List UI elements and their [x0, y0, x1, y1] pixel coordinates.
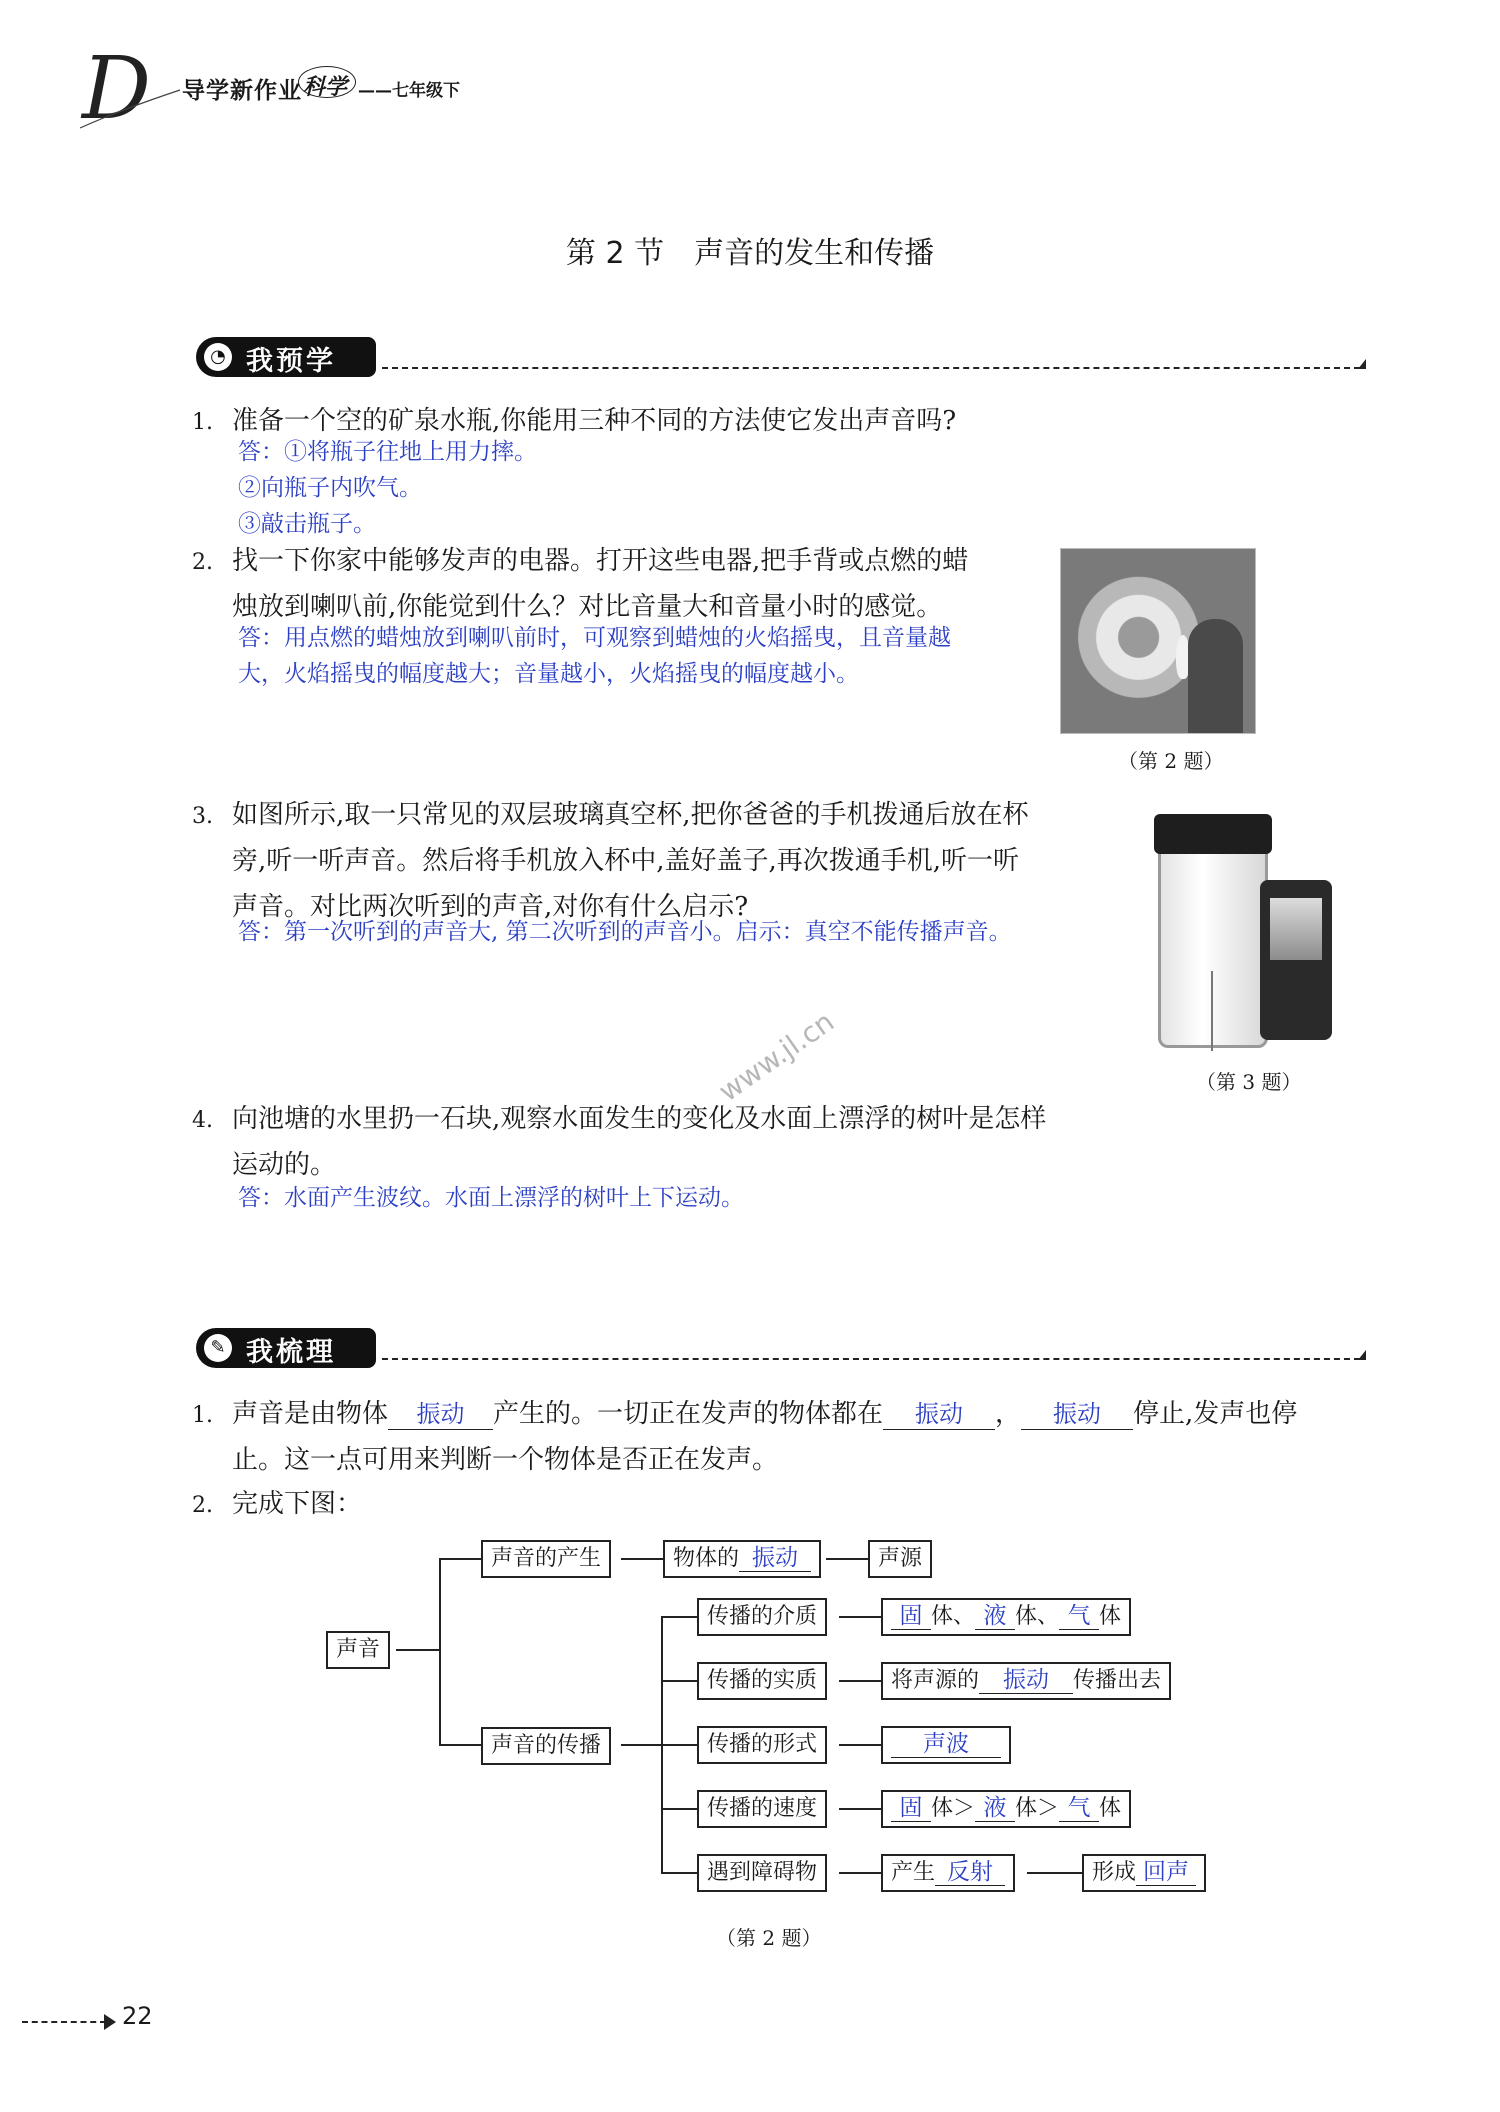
- series-logo: [80, 40, 190, 135]
- question-text: 向池塘的水里扔一石块,观察水面发生的变化及水面上漂浮的树叶是怎样: [232, 1104, 1047, 1134]
- node-text: 体＞: [1015, 1796, 1060, 1821]
- question-text: 停止,发声也停: [1133, 1399, 1298, 1429]
- grade-label: ——七年级下: [358, 81, 460, 101]
- review-icon: ✎: [204, 1334, 232, 1362]
- fill-blank: 固: [891, 1603, 931, 1630]
- series-title: 导学新作业: [182, 78, 302, 104]
- fill-blank: 气: [1059, 1795, 1099, 1822]
- node-text: 传播出去: [1073, 1668, 1162, 1693]
- node-text: 体: [1099, 1796, 1122, 1821]
- question-number: 1.: [192, 1403, 213, 1428]
- page-number: 22: [122, 2002, 153, 2030]
- hand-shape: [1188, 619, 1243, 734]
- question-text: 准备一个空的矿泉水瓶,你能用三种不同的方法使它发出声音吗?: [232, 406, 957, 436]
- node-form-fill: [881, 1726, 1011, 1764]
- node-text: 将声源的: [891, 1668, 980, 1693]
- node-production: 声音的产生: [481, 1540, 611, 1578]
- question-text: ，: [995, 1399, 1022, 1429]
- node-propagation: 声音的传播: [481, 1727, 611, 1765]
- node-text: 物体的: [673, 1546, 740, 1571]
- question-text: 声音。对比两次听到的声音,对你有什么启示?: [232, 892, 749, 922]
- section-title: 第 2 节 声音的发生和传播: [565, 236, 935, 271]
- preview-banner: [196, 337, 1366, 377]
- node-speed: 传播的速度: [697, 1790, 827, 1828]
- node-medium-fill: [881, 1598, 1131, 1636]
- fill-blank: 振动: [739, 1545, 811, 1572]
- question-text: 完成下图：: [232, 1489, 363, 1519]
- question-text: 产生的。一切正在发声的物体都在: [493, 1399, 884, 1429]
- node-text: 体、: [931, 1604, 976, 1629]
- cup-lid-shape: [1154, 814, 1272, 854]
- fill-blank: 气: [1059, 1603, 1099, 1630]
- node-form: 传播的形式: [697, 1726, 827, 1764]
- answer-line: ②向瓶子内吹气。: [238, 475, 422, 501]
- watermark: www.jl.cn: [712, 1004, 841, 1109]
- answer-line: 答：用点燃的蜡烛放到喇叭前时，可观察到蜡烛的火焰摇曳，且音量越: [238, 625, 951, 651]
- node-text: 体: [1099, 1604, 1122, 1629]
- question-text: 声音是由物体: [232, 1399, 389, 1429]
- fill-blank: 振动: [979, 1667, 1073, 1694]
- node-text: 体＞: [931, 1796, 976, 1821]
- figure-caption: （第 2 题）: [716, 1926, 822, 1950]
- node-source: 声源: [868, 1540, 932, 1578]
- vacuum-cup-shape: [1158, 848, 1268, 1048]
- fill-blank: 固: [891, 1795, 931, 1822]
- review-banner-label: 我梳理: [246, 1337, 336, 1368]
- logo-letter: D: [82, 40, 151, 135]
- question-number: 2.: [192, 1493, 213, 1518]
- answer-line: 答：第一次听到的声音大, 第二次听到的声音小。启示：真空不能传播声音。: [238, 919, 1012, 945]
- vacuum-cup-phone-photo: [1150, 810, 1340, 1055]
- preview-banner-label: 我预学: [246, 346, 336, 377]
- node-sound: 声音: [326, 1631, 390, 1669]
- node-echo: [1082, 1854, 1206, 1892]
- node-text: 产生: [891, 1860, 936, 1885]
- fill-in-question: [232, 1391, 1297, 1437]
- question-number: 4.: [192, 1108, 213, 1133]
- node-reflect: [881, 1854, 1015, 1892]
- answer-line: 大，火焰摇曳的幅度越大；音量越小，火焰摇曳的幅度越小。: [238, 661, 859, 687]
- question-text: 运动的。: [232, 1150, 337, 1180]
- node-vibration: [663, 1540, 821, 1578]
- question-number: 1.: [192, 410, 213, 435]
- node-obstacle: 遇到障碍物: [697, 1854, 827, 1892]
- question-number: 2.: [192, 550, 213, 575]
- answer-line: 答：水面产生波纹。水面上漂浮的树叶上下运动。: [238, 1185, 744, 1211]
- fill-blank: 振动: [883, 1399, 995, 1430]
- fill-blank: 液: [975, 1603, 1015, 1630]
- fill-blank: 声波: [891, 1731, 1001, 1758]
- node-medium: 传播的介质: [697, 1598, 827, 1636]
- fill-blank: 反射: [935, 1859, 1005, 1886]
- question-text: 止。这一点可用来判断一个物体是否正在发声。: [232, 1445, 779, 1475]
- answer-line: ③敲击瓶子。: [238, 511, 376, 537]
- figure-caption: （第 3 题）: [1196, 1070, 1302, 1094]
- question-text: 找一下你家中能够发声的电器。打开这些电器,把手背或点燃的蜡: [232, 546, 969, 576]
- node-text: 形成: [1092, 1860, 1137, 1885]
- preview-icon: ◔: [204, 343, 232, 371]
- node-text: 体、: [1015, 1604, 1060, 1629]
- footer-arrow: [22, 2021, 106, 2023]
- node-speed-fill: [881, 1790, 1131, 1828]
- question-number: 3.: [192, 804, 213, 829]
- speaker-candle-photo: [1060, 548, 1256, 734]
- node-essence-fill: [881, 1662, 1171, 1700]
- fill-blank: 液: [975, 1795, 1015, 1822]
- question-text: 如图所示,取一只常见的双层玻璃真空杯,把你爸爸的手机拨通后放在杯: [232, 800, 1029, 830]
- figure-caption: （第 2 题）: [1118, 749, 1224, 773]
- question-text: 旁,听一听声音。然后将手机放入杯中,盖好盖子,再次拨通手机,听一听: [232, 846, 1020, 876]
- fill-blank: 振动: [1021, 1399, 1133, 1430]
- answer-line: 答：①将瓶子往地上用力摔。: [238, 439, 537, 465]
- review-banner: [196, 1328, 1366, 1368]
- question-text: 烛放到喇叭前,你能觉到什么？对比音量大和音量小时的感觉。: [232, 592, 943, 622]
- fill-blank: 振动: [388, 1399, 493, 1430]
- footer-arrow-tip: [104, 2014, 116, 2030]
- subject-label: 科学: [303, 75, 348, 100]
- mobile-phone-shape: [1260, 880, 1332, 1040]
- fill-blank: 回声: [1136, 1859, 1196, 1886]
- node-essence: 传播的实质: [697, 1662, 827, 1700]
